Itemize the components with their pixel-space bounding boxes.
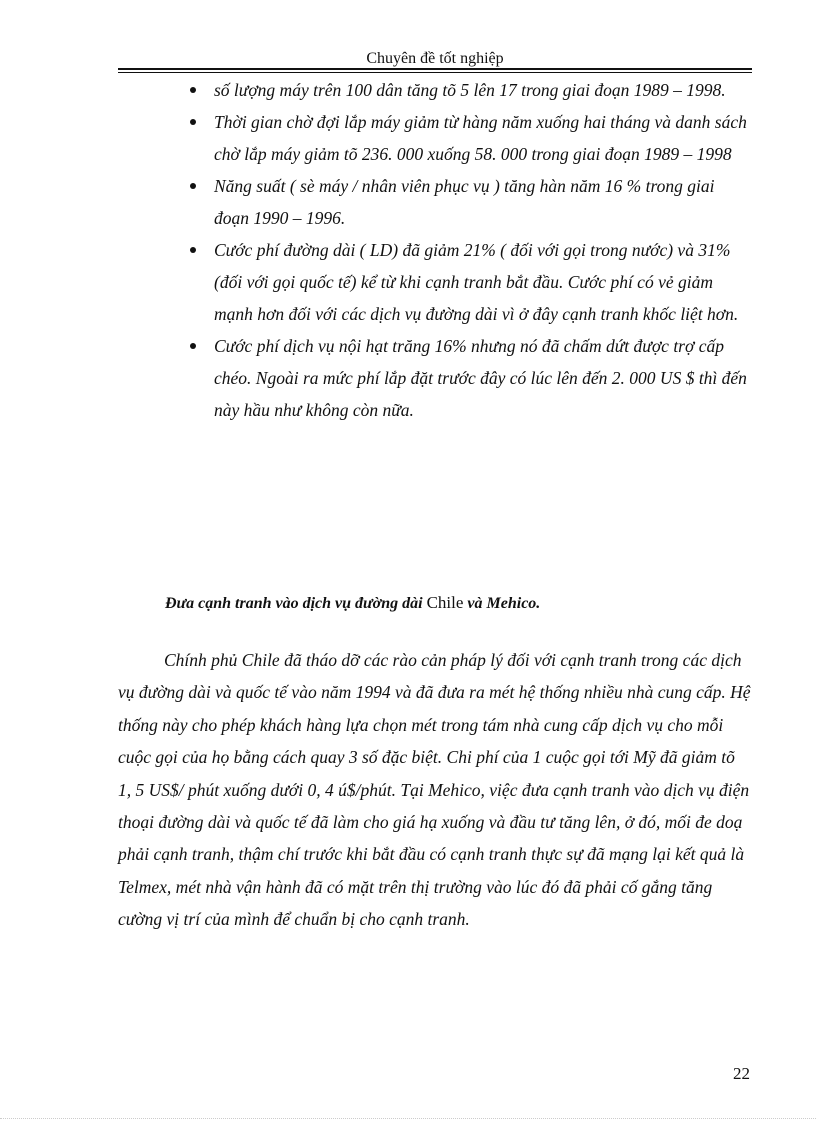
section-heading-country: Chile <box>426 593 464 612</box>
header-rule-thick <box>118 68 752 70</box>
bullet-dot-icon <box>190 183 196 189</box>
section-heading-text: Đưa cạnh tranh vào dịch vụ đường dài <box>165 595 427 612</box>
page-bottom-border <box>0 1118 816 1119</box>
bullet-dot-icon <box>190 87 196 93</box>
bullet-item <box>188 106 750 170</box>
bullet-dot-icon <box>190 343 196 349</box>
bullet-item <box>188 234 750 330</box>
bullet-dot-icon <box>190 119 196 125</box>
bullet-text: Thời gian chờ đợi lắp máy giảm từ hàng năm xuống hai tháng và danh sách chờ lắp máy giảm tõ 236. 000 xuống 58. 000 trong giai đoạn 1989 – 1998 <box>214 112 747 164</box>
page-header-title: Chuyên đề tốt nghiệp <box>366 50 504 67</box>
bullet-text: Cước phí dịch vụ nội hạt trăng 16% nhưng nó đã chấm dứt được trợ cấp chéo. Ngoài ra mức phí lắp đặt trước đây có lúc lên đến 2. 000 US $ thì đến này hầu như không còn nữa. <box>214 336 747 420</box>
header-rule-thin <box>118 72 752 73</box>
page-number: 22 <box>733 1064 750 1083</box>
section-heading-tail: và Mehico. <box>463 595 541 612</box>
bullet-text: Cước phí đường dài ( LD) đã giảm 21% ( đối với gọi trong nước) và 31% (đối với gọi quốc tế) kể từ khi cạnh tranh bắt đầu. Cước phí có vẻ giảm mạnh hơn đối với các dịch vụ đường dài vì ở đây cạnh tranh khốc liệt hơn. <box>214 240 739 324</box>
bullet-text: Năng suất ( sè máy / nhân viên phục vụ ) tăng hàn năm 16 % trong giai đoạn 1990 – 1996. <box>214 176 715 228</box>
bullet-list <box>188 74 750 426</box>
bullet-dot-icon <box>190 247 196 253</box>
bullet-text: số lượng máy trên 100 dân tăng tõ 5 lên 17 trong giai đoạn 1989 – 1998. <box>214 80 726 100</box>
bullet-item <box>188 170 750 234</box>
section-heading <box>165 588 725 619</box>
bullet-item <box>188 74 750 106</box>
bullet-item <box>188 330 750 426</box>
body-paragraph: Chính phủ Chile đã tháo dỡ các rào cản pháp lý đối với cạnh tranh trong các dịch vụ đường dài và quốc tế vào năm 1994 và đã đưa ra mét hệ thống nhiều nhà cung cấp. Hệ thống này cho phép khách hàng lựa chọn mét trong tám nhà cung cấp dịch vụ cho mỗi cuộc gọi của họ bằng cách quay 3 số đặc biệt. Chi phí của 1 cuộc gọi tới Mỹ đã giảm tõ 1, 5 US$/ phút xuống dưới 0, 4 ú$/phút. Tại Mehico, việc đưa cạnh tranh vào dịch vụ điện thoại đường dài và quốc tế đã làm cho giá hạ xuống và đầu tư tăng lên, ở đó, mối đe doạ phải cạnh tranh, thậm chí trước khi bắt đầu có cạnh tranh thực sự đã mạng lại kết quả là Telmex, mét nhà vận hành đã có mặt trên thị trường vào lúc đó đã phải cố gắng tăng cường vị trí của mình để chuẩn bị cho cạnh tranh. <box>118 650 751 930</box>
